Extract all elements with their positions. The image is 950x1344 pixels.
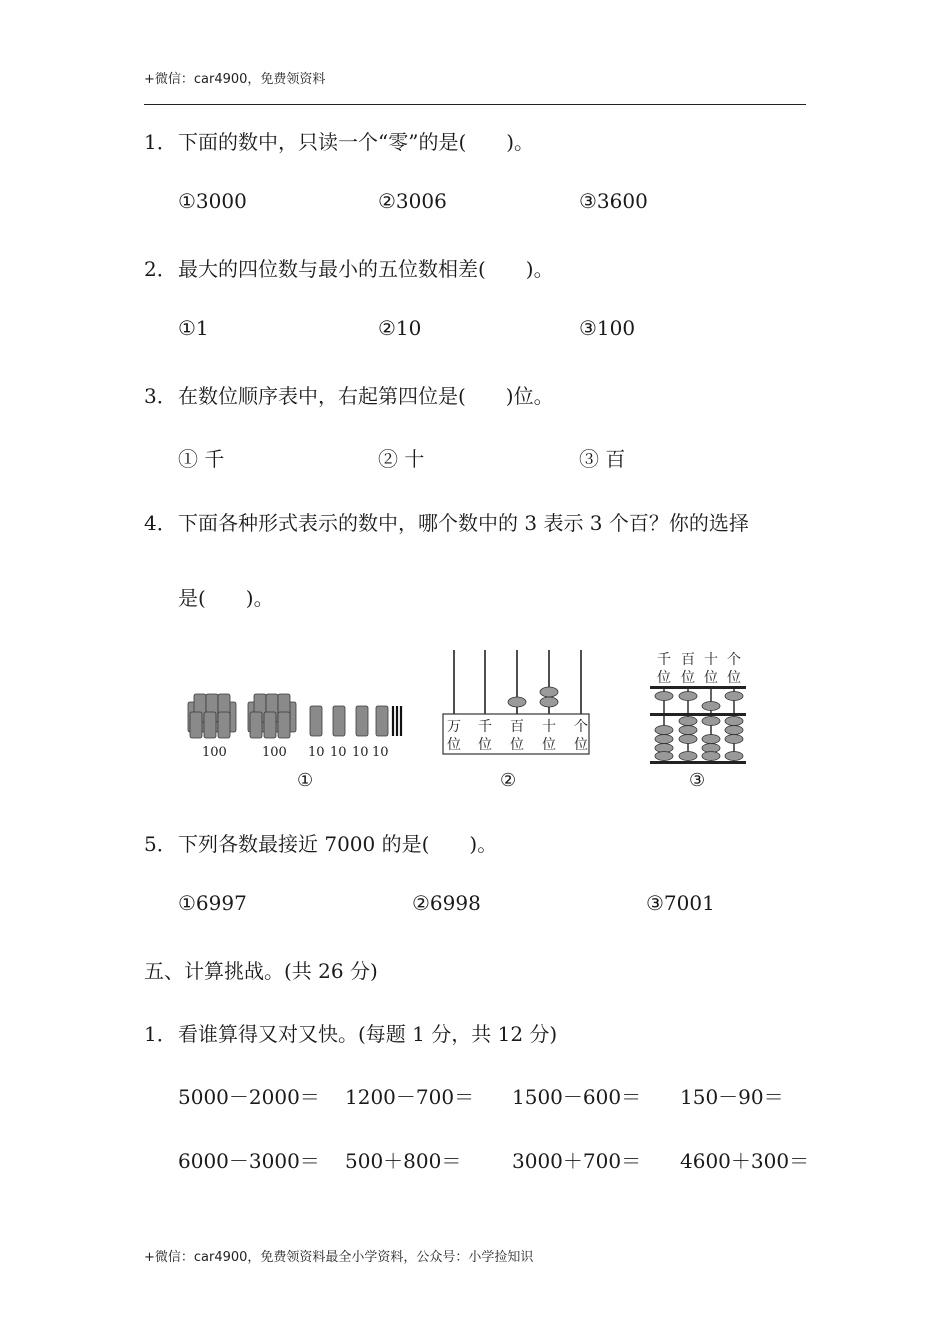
place-suffix: 位 xyxy=(447,737,461,753)
option-5a: ①6997 xyxy=(178,891,247,915)
ten-bundle xyxy=(356,706,368,736)
calc-item: 500＋800＝ xyxy=(345,1149,462,1173)
caption-10: 10 xyxy=(352,745,369,760)
place-name: 千 xyxy=(478,719,492,735)
question-3 xyxy=(144,380,554,409)
question-4 xyxy=(144,507,749,536)
figure-label-2: ② xyxy=(500,770,517,791)
bead xyxy=(540,697,558,707)
bead xyxy=(508,697,526,707)
header-rule xyxy=(144,104,806,105)
option-5b: ②6998 xyxy=(412,891,481,915)
place-name: 百 xyxy=(681,652,695,668)
caption-100: 100 xyxy=(262,745,287,760)
place-name: 个 xyxy=(727,652,741,668)
question-text: 在数位顺序表中，右起第四位是( )位。 xyxy=(178,384,554,408)
question-number: 3． xyxy=(144,384,177,408)
question-number: 1． xyxy=(144,1022,177,1046)
question-text: 下列各数最接近 7000 的是( )。 xyxy=(178,832,498,856)
place-name: 千 xyxy=(657,652,671,668)
section-subquestion xyxy=(144,1018,557,1047)
question-number: 5． xyxy=(144,832,177,856)
ten-bundle xyxy=(376,706,388,736)
place-suffix: 位 xyxy=(542,737,556,753)
calc-item: 4600＋300＝ xyxy=(680,1149,810,1173)
option-5c: ③7001 xyxy=(646,891,715,915)
question-5 xyxy=(144,828,497,857)
figure-counting-frame xyxy=(440,648,595,760)
calc-item: 6000－3000＝ xyxy=(178,1149,320,1173)
option-1a: ①3000 xyxy=(178,189,247,213)
place-suffix: 位 xyxy=(704,670,718,686)
place-suffix: 位 xyxy=(657,670,671,686)
option-2c: ③100 xyxy=(579,316,636,340)
question-text: 下面的数中，只读一个“零”的是( )。 xyxy=(178,130,535,154)
question-number: 2． xyxy=(144,257,177,281)
question-number: 1． xyxy=(144,130,177,154)
question-1 xyxy=(144,126,534,155)
place-suffix: 位 xyxy=(510,737,524,753)
option-1c: ③3600 xyxy=(579,189,648,213)
place-suffix: 位 xyxy=(478,737,492,753)
figure-sticks xyxy=(180,690,410,765)
place-name: 个 xyxy=(574,719,588,735)
hundred-bundle xyxy=(188,694,236,738)
caption-10: 10 xyxy=(308,745,325,760)
question-number: 4． xyxy=(144,511,177,535)
header-text: +微信：car4900，免费领资料 xyxy=(144,72,326,87)
ten-bundle xyxy=(333,706,345,736)
question-2 xyxy=(144,253,554,282)
place-suffix: 位 xyxy=(727,670,741,686)
option-3a: ① 千 xyxy=(178,447,225,471)
calc-item: 3000＋700＝ xyxy=(512,1149,642,1173)
ten-bundle xyxy=(310,706,322,736)
caption-100: 100 xyxy=(202,745,227,760)
figure-abacus xyxy=(648,648,748,768)
caption-10: 10 xyxy=(330,745,347,760)
option-2b: ②10 xyxy=(378,316,422,340)
bead xyxy=(540,687,558,697)
figure-label-1: ① xyxy=(297,770,314,791)
question-text: 下面各种形式表示的数中，哪个数中的 3 表示 3 个百？你的选择 xyxy=(178,511,749,535)
place-name: 十 xyxy=(704,652,718,668)
place-suffix: 位 xyxy=(574,737,588,753)
option-2a: ①1 xyxy=(178,316,209,340)
calc-item: 1200－700＝ xyxy=(345,1085,475,1109)
question-4-line2: 是( )。 xyxy=(178,586,274,610)
option-3c: ③ 百 xyxy=(579,447,626,471)
footer-text: +微信：car4900，免费领资料最全小学资料，公众号：小学捡知识 xyxy=(144,1250,534,1265)
question-text: 看谁算得又对又快。(每题 1 分，共 12 分) xyxy=(178,1022,558,1046)
calc-item: 5000－2000＝ xyxy=(178,1085,320,1109)
place-suffix: 位 xyxy=(681,670,695,686)
question-text: 最大的四位数与最小的五位数相差( )。 xyxy=(178,257,554,281)
place-name: 万 xyxy=(447,719,461,735)
figure-label-3: ③ xyxy=(689,770,706,791)
place-name: 百 xyxy=(510,719,524,735)
option-3b: ② 十 xyxy=(378,447,425,471)
hundred-bundle xyxy=(248,694,296,738)
caption-10: 10 xyxy=(372,745,389,760)
section-title: 五、计算挑战。(共 26 分) xyxy=(144,959,378,983)
option-1b: ②3006 xyxy=(378,189,447,213)
place-name: 十 xyxy=(542,719,556,735)
calc-item: 1500－600＝ xyxy=(512,1085,642,1109)
calc-item: 150－90＝ xyxy=(680,1085,784,1109)
